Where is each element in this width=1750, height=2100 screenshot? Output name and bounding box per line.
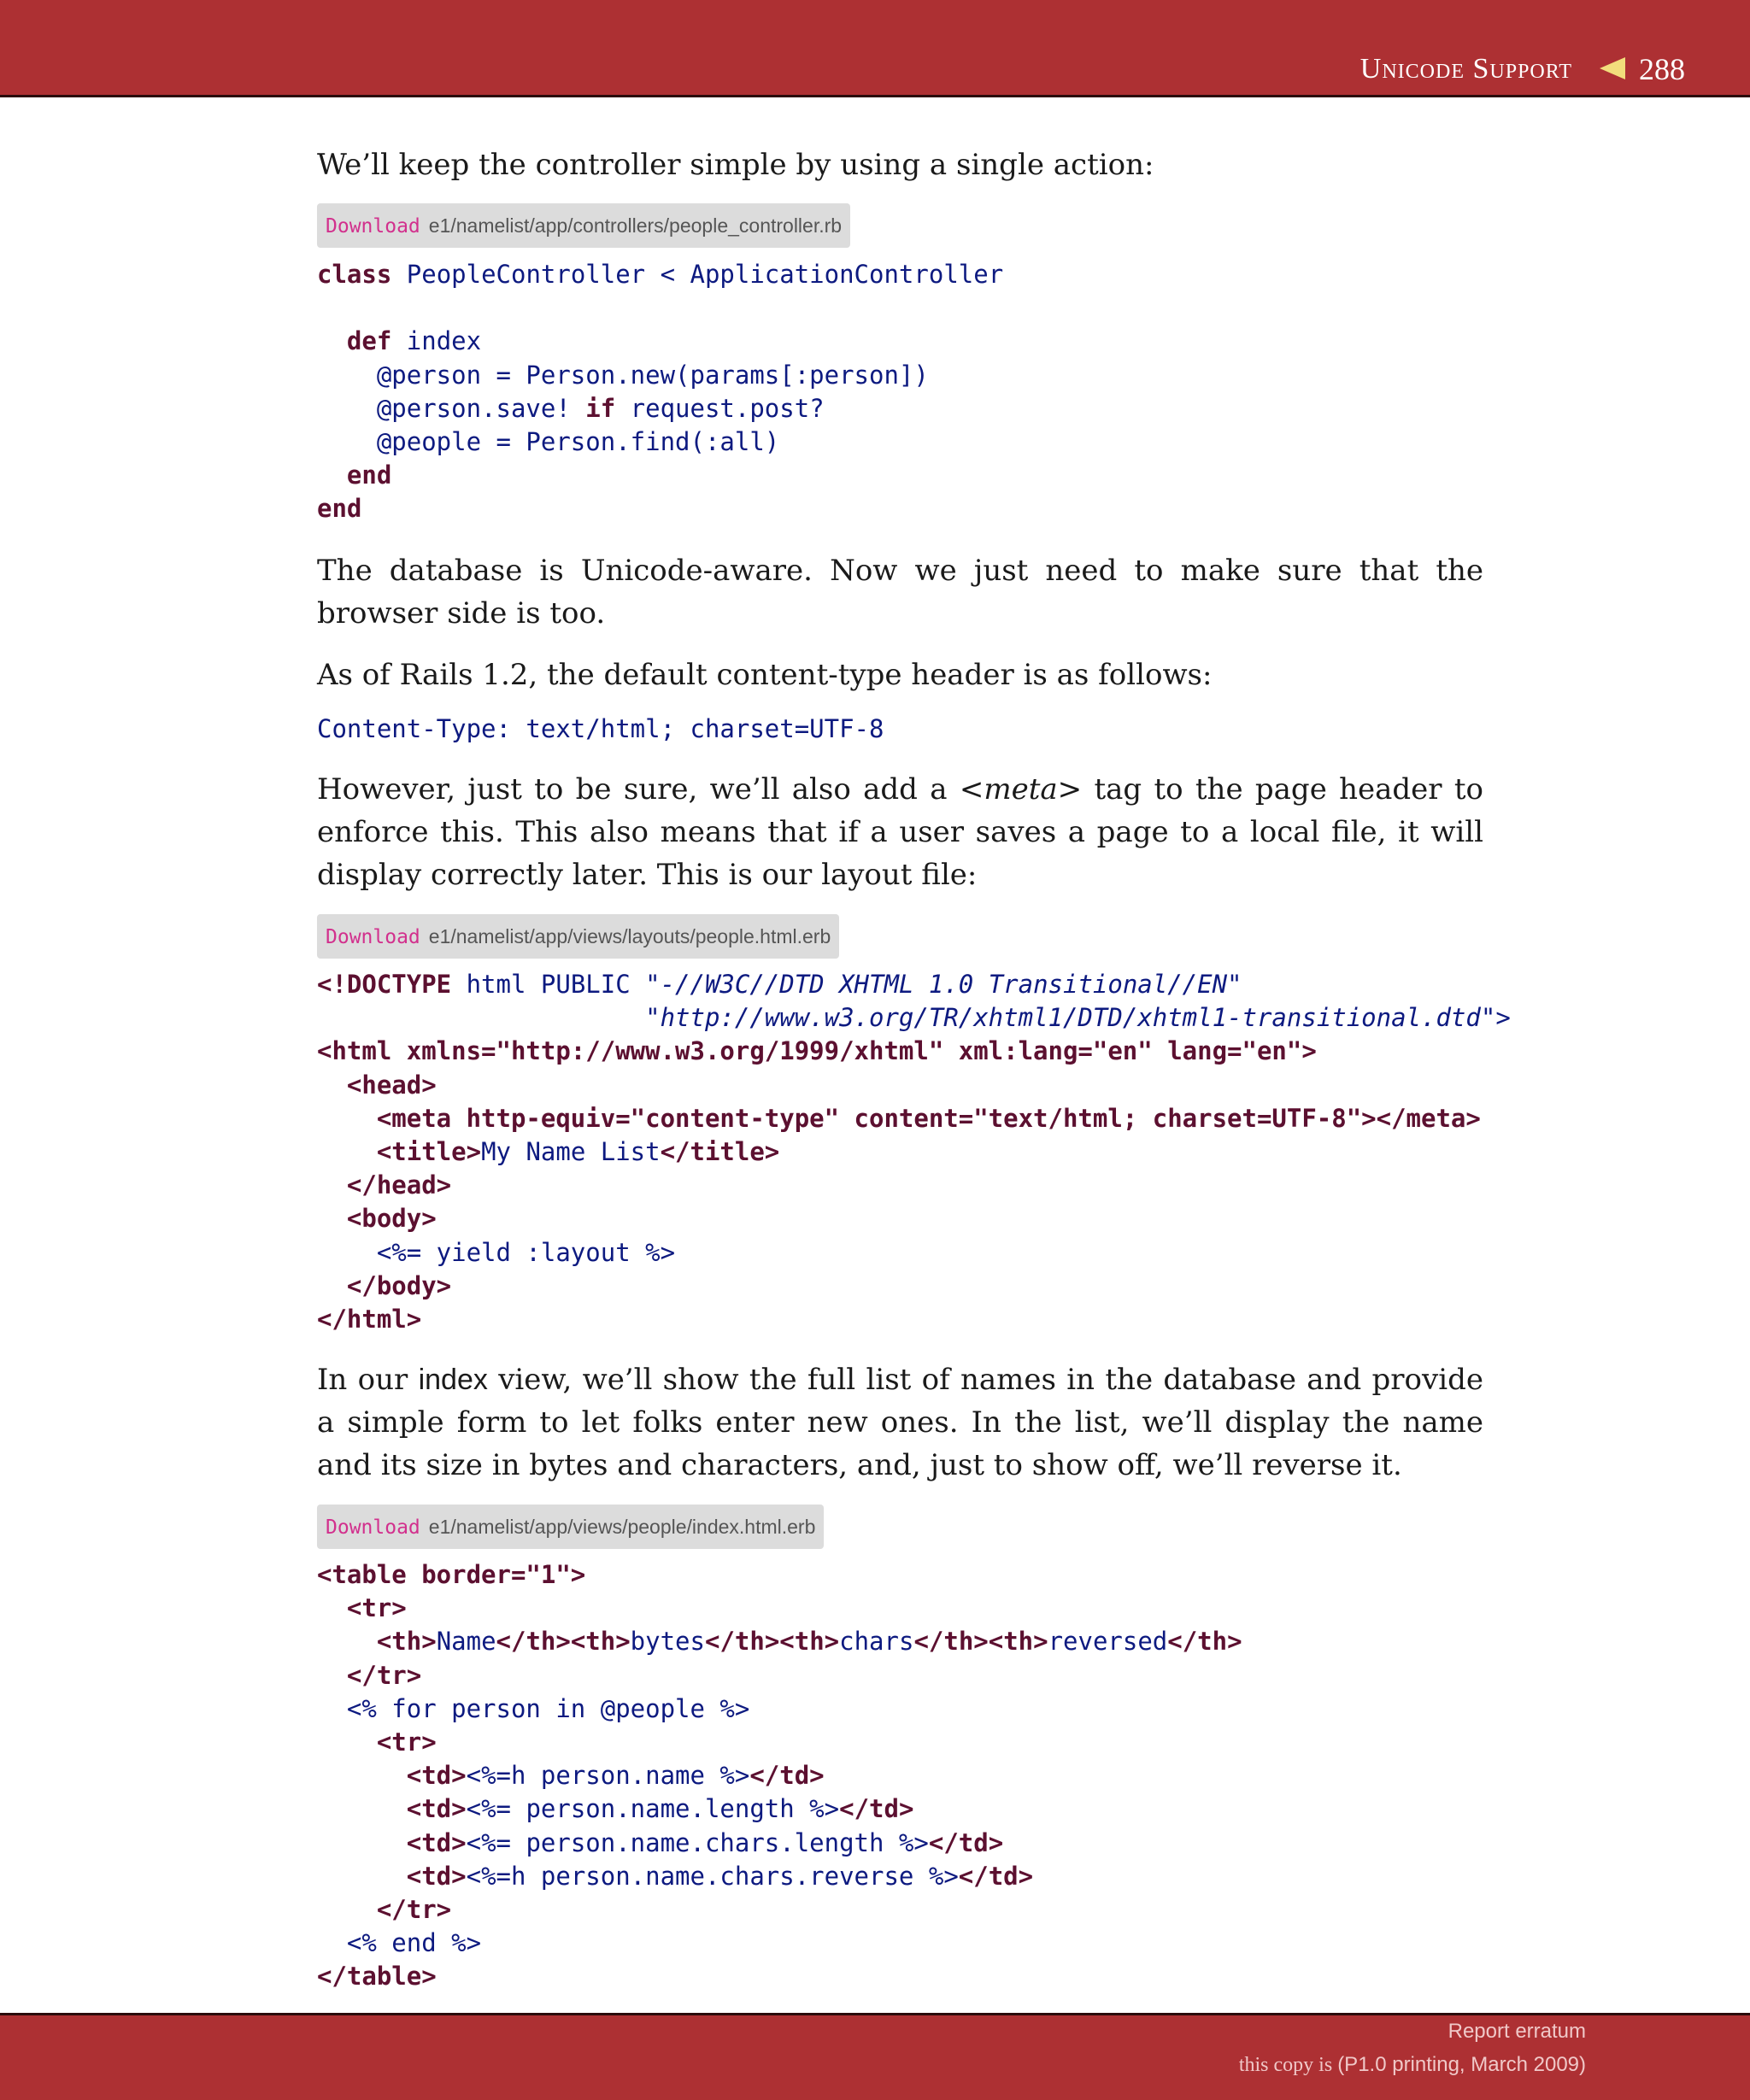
code-token: "http://www.w3.org/TR/xhtml1/DTD/xhtml1-transitional.dtd": [645, 1003, 1496, 1033]
paragraph-database: The database is Unicode-aware. Now we just need to make sure that the browser side is too.: [317, 554, 1483, 631]
printing-info: (P1.0 printing, March 2009): [1337, 2053, 1586, 2076]
code-token: </tr>: [317, 1895, 452, 1925]
code-token: </td>: [749, 1761, 825, 1791]
code-token: @people = Person.find(:all): [317, 427, 780, 457]
report-erratum-link[interactable]: Report erratum: [1448, 2020, 1586, 2043]
code-line: [317, 1794, 913, 1823]
code-line: [317, 1071, 437, 1100]
code-token: PeopleController < ApplicationController: [391, 260, 1004, 289]
code-line: [317, 1238, 675, 1267]
code-token: >: [1495, 1003, 1511, 1033]
code-token: request.post?: [615, 393, 825, 423]
code-token: @person = Person.new(params[:person]): [317, 360, 929, 390]
back-arrow-icon[interactable]: [1600, 57, 1625, 79]
code-token: <head>: [317, 1070, 437, 1100]
code-line: [317, 260, 1003, 289]
code-line: [317, 1003, 1511, 1032]
download-path[interactable]: e1/namelist/app/controllers/people_controller.rb: [428, 214, 843, 237]
download-bar-controller: [317, 203, 850, 248]
code-line: [317, 1170, 451, 1200]
code-token: DOCTYPE: [346, 970, 452, 999]
code-line: [317, 970, 1242, 999]
code-line: [317, 1728, 437, 1757]
code-line: [317, 1036, 1317, 1065]
code-line: [317, 1761, 825, 1790]
code-block-controller: [317, 258, 1003, 526]
code-token: class: [317, 260, 392, 289]
download-link[interactable]: Download: [326, 926, 420, 948]
code-token: [317, 1003, 645, 1032]
code-token: <td>: [317, 1827, 467, 1857]
download-link[interactable]: Download: [326, 215, 420, 238]
code-block-index: [317, 1558, 1242, 1994]
download-path[interactable]: e1/namelist/app/views/people/index.html.erb: [428, 1516, 816, 1538]
paragraph-rails: As of Rails 1.2, the default content-type header is as follows:: [317, 658, 1213, 692]
code-token: "-//W3C//DTD XHTML 1.0 Transitional//EN": [645, 970, 1242, 999]
download-bar-index: [317, 1505, 824, 1549]
code-token: </title>: [660, 1137, 780, 1167]
code-token: end: [317, 494, 362, 524]
code-line: [317, 1627, 1242, 1656]
code-line: [317, 1560, 585, 1589]
code-token: </th><th>: [496, 1627, 631, 1657]
code-token: <td>: [317, 1861, 467, 1891]
code-token: </td>: [928, 1827, 1004, 1857]
code-token: <!: [317, 970, 347, 999]
code-token: [317, 460, 347, 490]
content-type-code: Content-Type: text/html; charset=UTF-8: [317, 714, 884, 743]
code-line: [317, 1895, 451, 1924]
copy-prefix: this copy is: [1238, 2054, 1338, 2076]
paragraph-index-view: [317, 1358, 1483, 1487]
code-token: reversed: [1048, 1627, 1168, 1657]
code-token: </tr>: [317, 1660, 422, 1690]
code-line: [317, 1962, 437, 1991]
download-path[interactable]: e1/namelist/app/views/layouts/people.html.erb: [428, 925, 831, 947]
code-token: </head>: [317, 1170, 452, 1200]
code-token: bytes: [630, 1627, 705, 1657]
code-block-layout: [317, 968, 1511, 1336]
code-token: <tr>: [317, 1593, 407, 1623]
code-line: [317, 361, 929, 390]
code-line: [317, 494, 361, 523]
code-line: [317, 326, 481, 355]
code-line: [317, 1661, 421, 1690]
code-token: <meta http-equiv="content-type" content="text/html; charset=UTF-8"></meta>: [317, 1103, 1481, 1133]
meta-term: <meta>: [959, 772, 1083, 807]
code-token: if: [585, 393, 616, 423]
code-token: <%= person.name.chars.length %>: [466, 1827, 929, 1857]
code-line: [317, 1271, 451, 1300]
section-title: Unicode Support: [1359, 53, 1572, 85]
code-token: </th>: [1167, 1627, 1242, 1657]
paragraph-index-text-1: In our: [317, 1363, 419, 1397]
code-token: </html>: [317, 1305, 422, 1334]
code-token: <%= yield :layout %>: [317, 1237, 676, 1267]
code-line: [317, 1928, 481, 1957]
code-token: <%= person.name.length %>: [466, 1794, 840, 1824]
download-link[interactable]: Download: [326, 1516, 420, 1539]
code-token: index: [391, 326, 482, 356]
code-token: </th><th>: [704, 1627, 840, 1657]
code-line: [317, 1694, 749, 1723]
code-token: chars: [839, 1627, 914, 1657]
paragraph-intro: We’ll keep the controller simple by using a single action:: [317, 148, 1154, 182]
paragraph-index-text-2: view, we’ll show the full list of names in the database and provide a simple form to let folks enter new ones. In the list, we’ll display the name and its size in bytes and characters, and, just to show off, we’ll reverse it.: [317, 1363, 1483, 1482]
code-token: def: [346, 326, 392, 356]
code-token: </th><th>: [913, 1627, 1048, 1657]
code-token: <tr>: [317, 1728, 437, 1757]
code-token: <td>: [317, 1794, 467, 1824]
page-number: 288: [1639, 52, 1685, 86]
copy-info: [1239, 2053, 1586, 2077]
code-line: [317, 394, 825, 423]
code-token: <%=h person.name %>: [466, 1761, 750, 1791]
code-token: end: [346, 460, 392, 490]
code-token: </td>: [839, 1794, 914, 1824]
code-token: [317, 326, 347, 355]
code-line: [317, 427, 779, 456]
code-token: </table>: [317, 1962, 437, 1991]
download-bar-layout: [317, 914, 839, 959]
code-token: <title>: [317, 1137, 482, 1167]
code-token: <table border="1">: [317, 1560, 586, 1589]
code-token: Name: [436, 1627, 496, 1657]
code-token: My Name List: [481, 1137, 661, 1167]
code-token: <html xmlns="http://www.w3.org/1999/xhtml" xml:lang="en" lang="en">: [317, 1036, 1317, 1066]
code-token: <% for person in @people %>: [317, 1693, 750, 1723]
code-token: <% end %>: [317, 1928, 482, 1958]
code-line: [317, 1204, 437, 1233]
paragraph-meta: [317, 768, 1483, 896]
index-term: index: [418, 1364, 488, 1396]
code-token: <%=h person.name.chars.reverse %>: [466, 1861, 959, 1891]
code-token: </body>: [317, 1270, 452, 1300]
code-line: [317, 1104, 1481, 1133]
code-line: [317, 1305, 421, 1334]
code-line: [317, 1137, 779, 1166]
paragraph-meta-text-2: tag to the page header to enforce this. This also means that if a user saves a page to a local file, it will display correctly later. This is our layout file:: [317, 772, 1484, 892]
code-line: [317, 1862, 1033, 1891]
code-token: <th>: [317, 1627, 437, 1657]
code-token: @person.save!: [317, 393, 586, 423]
code-line: [317, 1828, 1003, 1857]
paragraph-meta-text-1: However, just to be sure, we’ll also add a: [317, 772, 960, 807]
code-token: </td>: [958, 1861, 1034, 1891]
code-line: [317, 460, 391, 490]
code-line: [317, 1593, 407, 1622]
code-token: html PUBLIC: [451, 970, 646, 999]
code-token: <td>: [317, 1761, 467, 1791]
code-token: <body>: [317, 1204, 437, 1234]
